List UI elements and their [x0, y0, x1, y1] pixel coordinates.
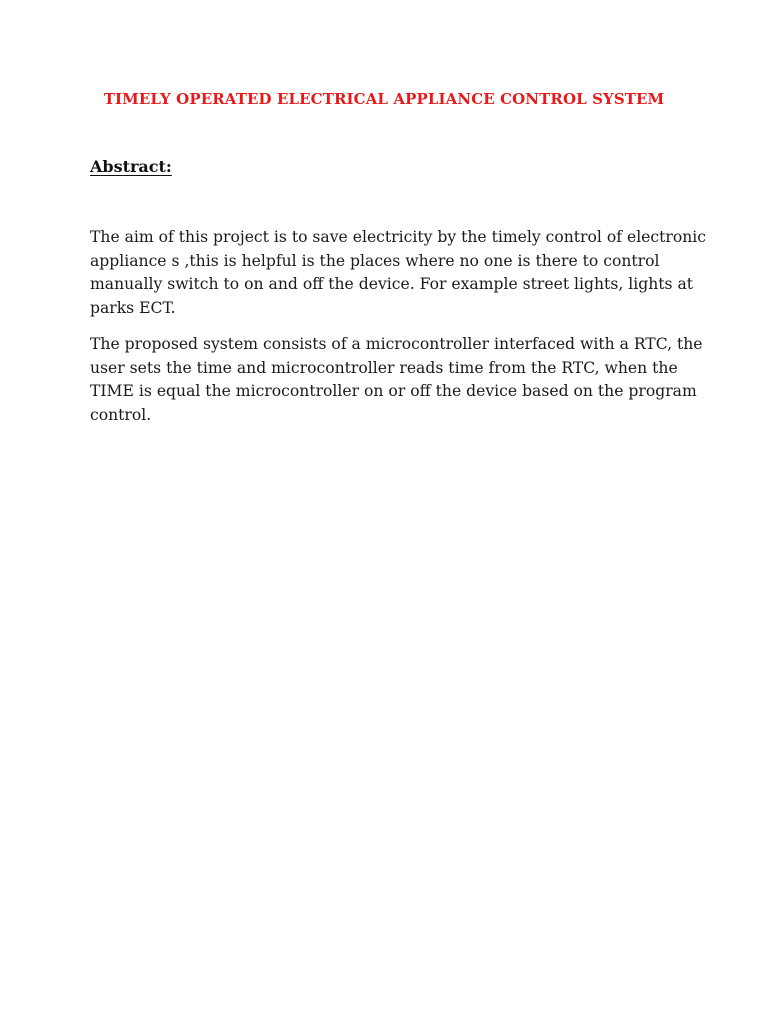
paragraph-line: control. — [90, 405, 152, 424]
paragraph-line: parks ECT. — [90, 298, 176, 317]
paragraph-line: The aim of this project is to save electricity by the timely control of electronic — [90, 228, 707, 246]
abstract-heading: Abstract: — [90, 157, 172, 176]
document-title: TIMELY OPERATED ELECTRICAL APPLIANCE CONTROL SYSTEM — [103, 90, 665, 108]
abstract-paragraph-1 — [90, 226, 707, 320]
paragraph-line: appliance s ,this is helpful is the places where no one is there to control — [90, 251, 660, 270]
paragraph-line: TIME is equal the microcontroller on or off the device based on the program — [90, 382, 697, 400]
abstract-paragraph-2 — [90, 333, 703, 427]
paragraph-line: manually switch to on and off the device. For example street lights, lights at — [90, 275, 694, 293]
paragraph-line: The proposed system consists of a microcontroller interfaced with a RTC, the — [90, 335, 703, 353]
paragraph-line: user sets the time and microcontroller reads time from the RTC, when the — [90, 358, 678, 377]
